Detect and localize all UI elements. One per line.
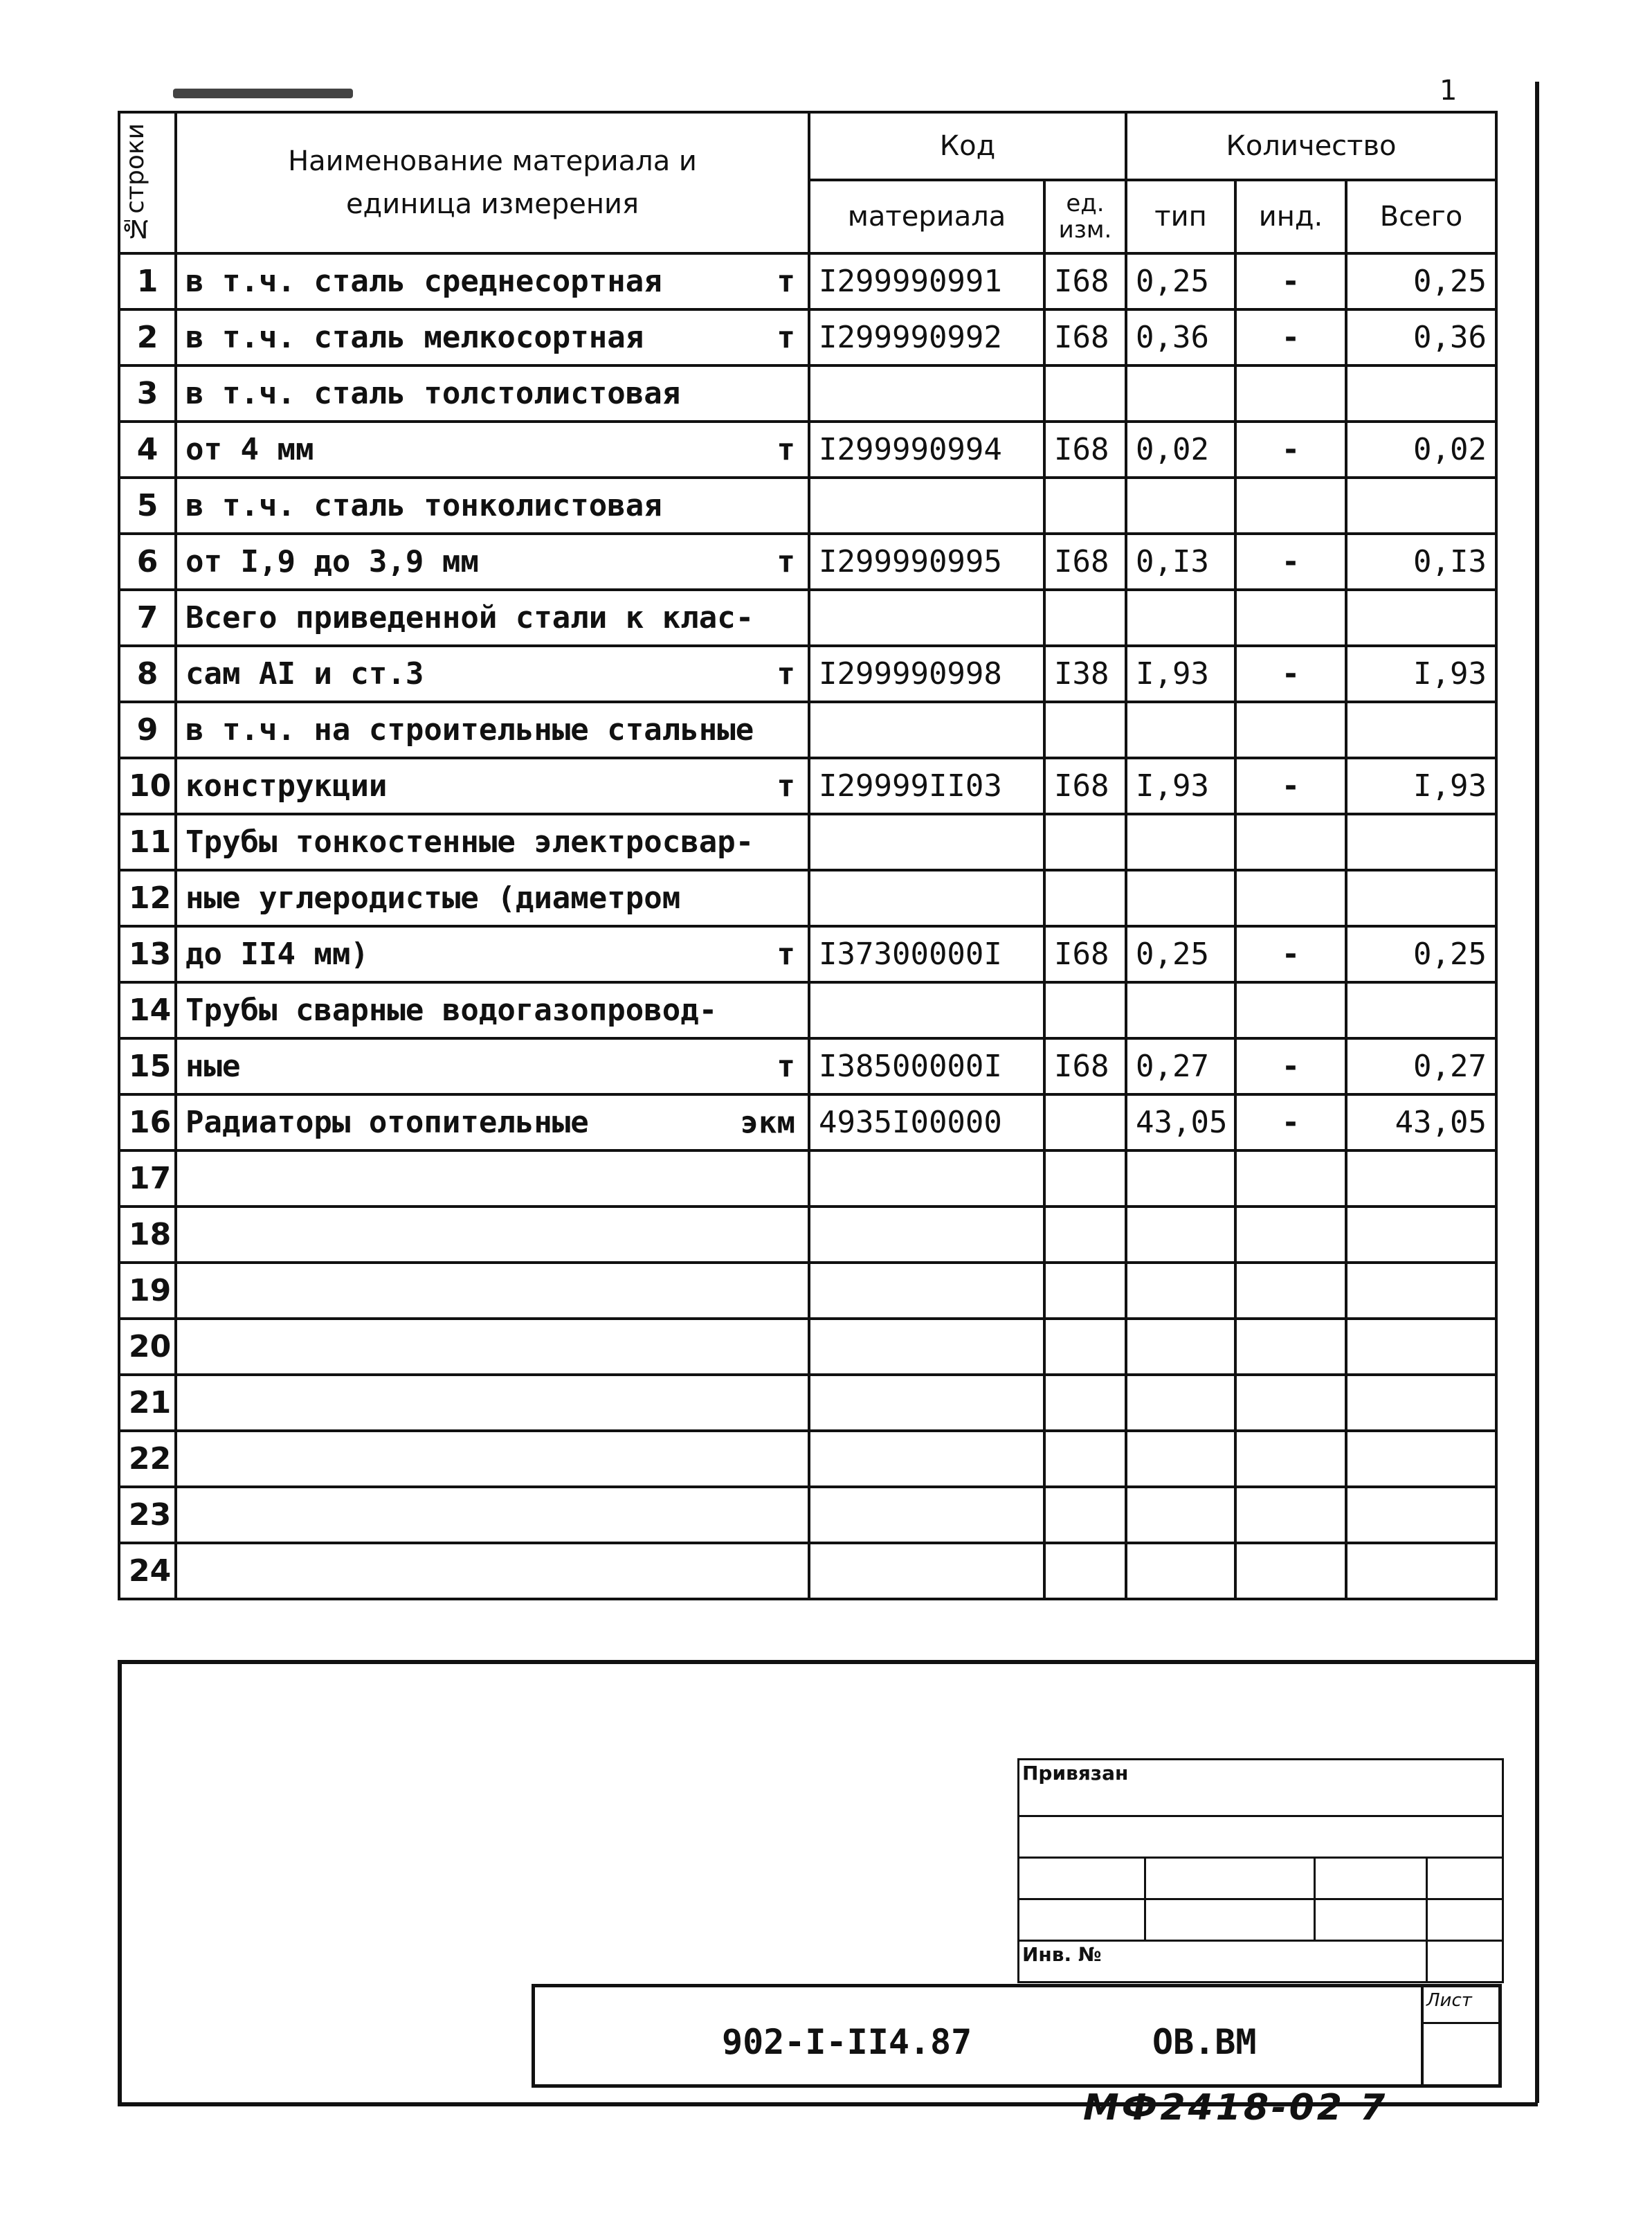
unit-code xyxy=(1044,1319,1126,1375)
table-row xyxy=(119,253,1496,309)
material-name: до II4 мм) xyxy=(185,937,369,972)
quantity-total xyxy=(1346,365,1496,422)
stamp-inv-label: Инв. № xyxy=(1019,1940,1427,1982)
quantity-total xyxy=(1346,814,1496,870)
quantity-type: 0,25 xyxy=(1126,253,1235,309)
material-name: в т.ч. сталь толстолистовая xyxy=(185,376,681,411)
quantity-type: 0,25 xyxy=(1126,926,1235,982)
quantity-type xyxy=(1126,1375,1235,1431)
row-number: 13 xyxy=(119,926,176,982)
material-name-cell xyxy=(176,590,809,646)
quantity-total xyxy=(1346,1319,1496,1375)
unit-code xyxy=(1044,1431,1126,1487)
table-row xyxy=(119,1431,1496,1487)
material-code xyxy=(809,1487,1044,1543)
quantity-individual: - xyxy=(1235,926,1346,982)
quantity-individual xyxy=(1235,870,1346,926)
quantity-individual: - xyxy=(1235,422,1346,478)
quantity-type xyxy=(1126,1319,1235,1375)
quantity-total: 0,25 xyxy=(1346,926,1496,982)
quantity-type xyxy=(1126,590,1235,646)
table-row xyxy=(119,478,1496,534)
stamp-cell xyxy=(1427,1858,1503,1899)
title-block xyxy=(532,1984,1502,2088)
table-row xyxy=(119,1150,1496,1207)
table-bottom-line xyxy=(118,1660,1538,1664)
unit-code: I68 xyxy=(1044,926,1126,982)
row-number: 21 xyxy=(119,1375,176,1431)
material-name-cell xyxy=(176,1319,809,1375)
quantity-individual xyxy=(1235,1431,1346,1487)
unit-code xyxy=(1044,702,1126,758)
row-number: 7 xyxy=(119,590,176,646)
row-number: 10 xyxy=(119,758,176,814)
unit-code xyxy=(1044,1543,1126,1599)
material-unit: т xyxy=(777,264,795,299)
material-code xyxy=(809,982,1044,1038)
unit-code: I68 xyxy=(1044,422,1126,478)
stamp-cell xyxy=(1019,1899,1145,1941)
quantity-total: 0,36 xyxy=(1346,309,1496,365)
scribble-mark xyxy=(173,89,353,98)
quantity-type xyxy=(1126,982,1235,1038)
material-name: сам AI и ст.3 xyxy=(185,656,424,692)
quantity-total xyxy=(1346,870,1496,926)
page-number: 1 xyxy=(1440,75,1458,107)
document-code: 902-I-II4.87 xyxy=(722,2022,972,2062)
unit-code xyxy=(1044,814,1126,870)
unit-code: I68 xyxy=(1044,309,1126,365)
sheet-label: Лист xyxy=(1426,1990,1472,2011)
quantity-total xyxy=(1346,1431,1496,1487)
table-row xyxy=(119,1263,1496,1319)
material-name-cell xyxy=(176,1543,809,1599)
material-name-cell xyxy=(176,1150,809,1207)
material-code xyxy=(809,1543,1044,1599)
table-row xyxy=(119,982,1496,1038)
table-row xyxy=(119,1319,1496,1375)
material-name-cell xyxy=(176,365,809,422)
unit-code xyxy=(1044,1263,1126,1319)
material-unit: т xyxy=(777,544,795,579)
stamp-block xyxy=(1017,1758,1502,1983)
header-qty-ind: инд. xyxy=(1235,180,1346,253)
material-name-cell xyxy=(176,1375,809,1431)
material-name-cell xyxy=(176,478,809,534)
quantity-individual: - xyxy=(1235,646,1346,702)
material-name: ные xyxy=(185,1049,241,1084)
stamp-blank-row xyxy=(1019,1816,1503,1858)
quantity-total xyxy=(1346,982,1496,1038)
header-code-material: материала xyxy=(809,180,1044,253)
quantity-individual xyxy=(1235,1543,1346,1599)
stamp-cell xyxy=(1145,1858,1315,1899)
material-code xyxy=(809,478,1044,534)
material-name-cell xyxy=(176,1431,809,1487)
quantity-type: 0,I3 xyxy=(1126,534,1235,590)
material-name-cell xyxy=(176,1263,809,1319)
header-code: Код xyxy=(809,112,1126,180)
material-name-cell xyxy=(176,534,809,590)
material-name-cell xyxy=(176,646,809,702)
row-number: 19 xyxy=(119,1263,176,1319)
quantity-type: 0,27 xyxy=(1126,1038,1235,1094)
quantity-individual xyxy=(1235,814,1346,870)
quantity-individual: - xyxy=(1235,309,1346,365)
frame-right-border xyxy=(1535,82,1539,2103)
material-code xyxy=(809,814,1044,870)
row-number: 22 xyxy=(119,1431,176,1487)
quantity-total: 0,27 xyxy=(1346,1038,1496,1094)
material-code xyxy=(809,1263,1044,1319)
unit-code xyxy=(1044,478,1126,534)
unit-code: I38 xyxy=(1044,646,1126,702)
material-name-cell xyxy=(176,814,809,870)
quantity-individual xyxy=(1235,365,1346,422)
row-number: 24 xyxy=(119,1543,176,1599)
material-name-cell xyxy=(176,926,809,982)
material-code: I299990998 xyxy=(809,646,1044,702)
material-code xyxy=(809,1207,1044,1263)
material-code: I299990995 xyxy=(809,534,1044,590)
quantity-individual: - xyxy=(1235,758,1346,814)
material-unit: экм xyxy=(740,1105,795,1140)
quantity-individual xyxy=(1235,1207,1346,1263)
stamp-cell xyxy=(1427,1940,1503,1982)
row-number: 17 xyxy=(119,1150,176,1207)
row-number: 3 xyxy=(119,365,176,422)
table-row xyxy=(119,590,1496,646)
row-number: 9 xyxy=(119,702,176,758)
material-name: Всего приведенной стали к клас- xyxy=(185,600,754,635)
table-row xyxy=(119,646,1496,702)
quantity-individual: - xyxy=(1235,1094,1346,1150)
material-code: 4935I00000 xyxy=(809,1094,1044,1150)
row-number: 18 xyxy=(119,1207,176,1263)
material-code: I299990991 xyxy=(809,253,1044,309)
quantity-total: 0,25 xyxy=(1346,253,1496,309)
material-code xyxy=(809,365,1044,422)
header-row-number: №строки xyxy=(119,112,176,253)
sheet-cell xyxy=(1421,1987,1498,2084)
quantity-total: 0,02 xyxy=(1346,422,1496,478)
material-code: I37300000I xyxy=(809,926,1044,982)
material-name-cell xyxy=(176,1487,809,1543)
quantity-individual xyxy=(1235,478,1346,534)
stamp-bound-label: Привязан xyxy=(1019,1760,1503,1816)
quantity-total xyxy=(1346,1375,1496,1431)
material-unit: т xyxy=(777,656,795,692)
sheet-divider xyxy=(1424,2022,1498,2024)
material-code xyxy=(809,870,1044,926)
stamp-cell xyxy=(1315,1899,1427,1941)
quantity-type xyxy=(1126,1263,1235,1319)
material-name: в т.ч. сталь мелкосортная xyxy=(185,320,644,355)
unit-code: I68 xyxy=(1044,253,1126,309)
material-name: Радиаторы отопительные xyxy=(185,1105,589,1140)
material-code xyxy=(809,590,1044,646)
table-row xyxy=(119,1375,1496,1431)
quantity-total: I,93 xyxy=(1346,758,1496,814)
unit-code xyxy=(1044,1207,1126,1263)
material-name: от 4 мм xyxy=(185,432,314,467)
quantity-total xyxy=(1346,590,1496,646)
quantity-total: I,93 xyxy=(1346,646,1496,702)
quantity-individual xyxy=(1235,1319,1346,1375)
quantity-individual: - xyxy=(1235,253,1346,309)
unit-code xyxy=(1044,365,1126,422)
table-row xyxy=(119,1094,1496,1150)
unit-code xyxy=(1044,1487,1126,1543)
row-number: 12 xyxy=(119,870,176,926)
material-code xyxy=(809,702,1044,758)
material-name: в т.ч. сталь тонколистовая xyxy=(185,488,662,523)
quantity-type: 43,05 xyxy=(1126,1094,1235,1150)
quantity-individual xyxy=(1235,1487,1346,1543)
document-mark: ОВ.ВМ xyxy=(1152,2022,1257,2062)
header-qty-type: тип xyxy=(1126,180,1235,253)
quantity-type xyxy=(1126,702,1235,758)
material-code: I299990992 xyxy=(809,309,1044,365)
unit-code xyxy=(1044,590,1126,646)
material-unit: т xyxy=(777,937,795,972)
unit-code xyxy=(1044,982,1126,1038)
material-name: Трубы сварные водогазопровод- xyxy=(185,993,718,1028)
material-unit: т xyxy=(777,1049,795,1084)
quantity-total xyxy=(1346,1487,1496,1543)
unit-code: I68 xyxy=(1044,758,1126,814)
material-unit: т xyxy=(777,432,795,467)
quantity-individual: - xyxy=(1235,534,1346,590)
material-name-cell xyxy=(176,758,809,814)
row-number: 15 xyxy=(119,1038,176,1094)
table-row xyxy=(119,534,1496,590)
header-name: Наименование материала и единица измерения xyxy=(176,112,809,253)
row-number: 11 xyxy=(119,814,176,870)
material-name-cell xyxy=(176,1094,809,1150)
quantity-total xyxy=(1346,702,1496,758)
quantity-individual xyxy=(1235,590,1346,646)
stamp-cell xyxy=(1315,1858,1427,1899)
material-name: конструкции xyxy=(185,768,388,804)
material-name-cell xyxy=(176,870,809,926)
row-number: 5 xyxy=(119,478,176,534)
quantity-total xyxy=(1346,1543,1496,1599)
material-name-cell xyxy=(176,253,809,309)
quantity-total xyxy=(1346,1207,1496,1263)
table-row xyxy=(119,1038,1496,1094)
quantity-individual xyxy=(1235,1375,1346,1431)
header-qty-total: Всего xyxy=(1346,180,1496,253)
table-row xyxy=(119,814,1496,870)
material-unit: т xyxy=(777,768,795,804)
material-name: в т.ч. на строительные стальные xyxy=(185,712,754,748)
unit-code xyxy=(1044,1150,1126,1207)
footer-archive-code: МФ2418-02 7 xyxy=(1083,2087,1388,2129)
material-code xyxy=(809,1319,1044,1375)
material-unit: т xyxy=(777,320,795,355)
material-name: Трубы тонкостенные электросвар- xyxy=(185,824,754,860)
material-name-cell xyxy=(176,422,809,478)
row-number: 2 xyxy=(119,309,176,365)
row-number: 4 xyxy=(119,422,176,478)
quantity-total xyxy=(1346,1263,1496,1319)
table-row xyxy=(119,758,1496,814)
quantity-type xyxy=(1126,814,1235,870)
table-row xyxy=(119,422,1496,478)
quantity-type xyxy=(1126,1207,1235,1263)
table-row xyxy=(119,870,1496,926)
header-quantity: Количество xyxy=(1126,112,1496,180)
quantity-type xyxy=(1126,1543,1235,1599)
material-name-cell xyxy=(176,1038,809,1094)
row-number: 20 xyxy=(119,1319,176,1375)
material-name: в т.ч. сталь среднесортная xyxy=(185,264,662,299)
material-name-cell xyxy=(176,702,809,758)
unit-code: I68 xyxy=(1044,1038,1126,1094)
quantity-total: 43,05 xyxy=(1346,1094,1496,1150)
materials-table xyxy=(118,111,1498,1600)
quantity-type xyxy=(1126,870,1235,926)
material-name: ные углеродистые (диаметром xyxy=(185,880,681,916)
material-name-cell xyxy=(176,1207,809,1263)
table-row xyxy=(119,1543,1496,1599)
material-name: от I,9 до 3,9 мм xyxy=(185,544,479,579)
row-number: 14 xyxy=(119,982,176,1038)
quantity-individual xyxy=(1235,1150,1346,1207)
table-row xyxy=(119,926,1496,982)
material-code xyxy=(809,1431,1044,1487)
quantity-type xyxy=(1126,478,1235,534)
row-number: 23 xyxy=(119,1487,176,1543)
material-code: I38500000I xyxy=(809,1038,1044,1094)
quantity-type: 0,36 xyxy=(1126,309,1235,365)
unit-code: I68 xyxy=(1044,534,1126,590)
quantity-individual xyxy=(1235,982,1346,1038)
quantity-type xyxy=(1126,1487,1235,1543)
material-code: I299990994 xyxy=(809,422,1044,478)
quantity-individual xyxy=(1235,1263,1346,1319)
frame-left-line xyxy=(118,1660,122,2106)
row-number: 6 xyxy=(119,534,176,590)
header-code-unit: ед. изм. xyxy=(1044,180,1126,253)
stamp-cell xyxy=(1145,1899,1315,1941)
material-name-cell xyxy=(176,982,809,1038)
table-row xyxy=(119,1487,1496,1543)
quantity-total xyxy=(1346,1150,1496,1207)
table-row xyxy=(119,1207,1496,1263)
material-name-cell xyxy=(176,309,809,365)
quantity-total: 0,I3 xyxy=(1346,534,1496,590)
quantity-type: 0,02 xyxy=(1126,422,1235,478)
row-number: 8 xyxy=(119,646,176,702)
quantity-individual xyxy=(1235,702,1346,758)
unit-code xyxy=(1044,1375,1126,1431)
quantity-type: I,93 xyxy=(1126,646,1235,702)
quantity-total xyxy=(1346,478,1496,534)
stamp-cell xyxy=(1427,1899,1503,1941)
quantity-type: I,93 xyxy=(1126,758,1235,814)
quantity-type xyxy=(1126,365,1235,422)
table-row xyxy=(119,365,1496,422)
quantity-individual: - xyxy=(1235,1038,1346,1094)
row-number: 1 xyxy=(119,253,176,309)
unit-code xyxy=(1044,870,1126,926)
material-code xyxy=(809,1150,1044,1207)
material-code: I29999II03 xyxy=(809,758,1044,814)
material-code xyxy=(809,1375,1044,1431)
quantity-type xyxy=(1126,1150,1235,1207)
table-row xyxy=(119,309,1496,365)
quantity-type xyxy=(1126,1431,1235,1487)
stamp-cell xyxy=(1019,1858,1145,1899)
row-number: 16 xyxy=(119,1094,176,1150)
table-row xyxy=(119,702,1496,758)
unit-code xyxy=(1044,1094,1126,1150)
